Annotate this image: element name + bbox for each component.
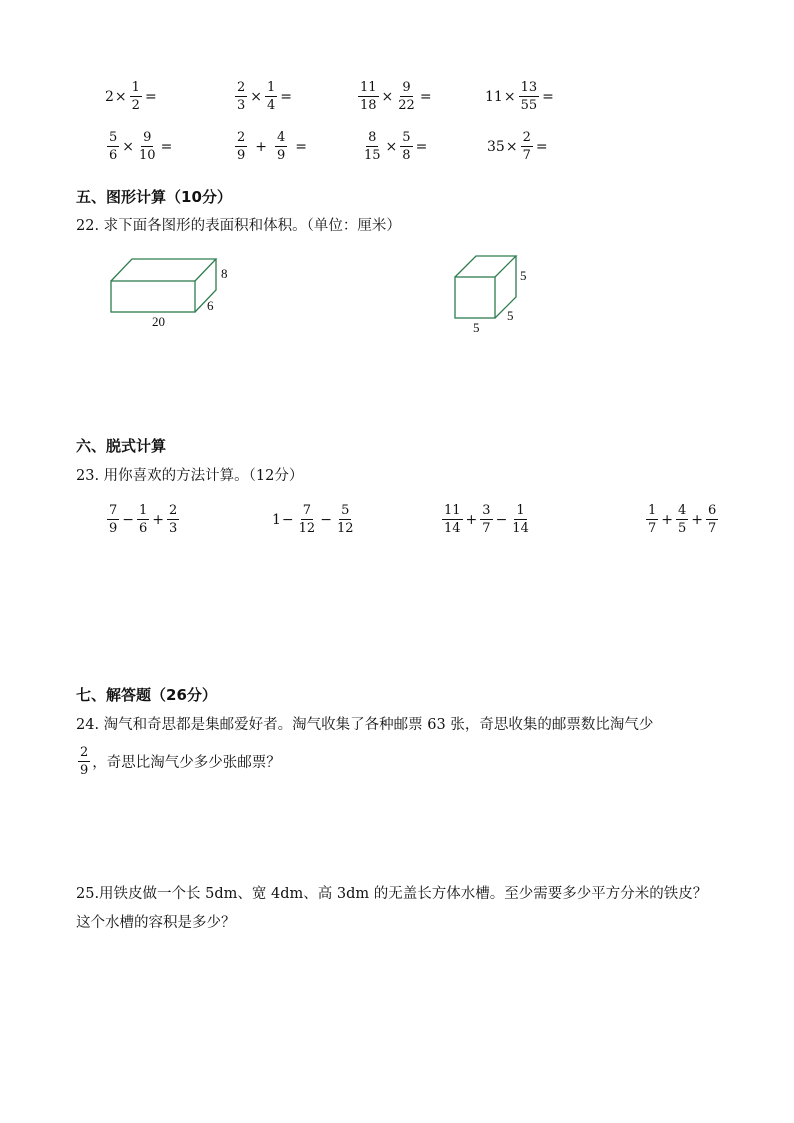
fraction: $\frac{7}{12}$: [298, 503, 316, 536]
expr-11-18-times-9-22: $\frac{11}{18}$ × $\frac{9}{22}$ =: [360, 80, 432, 113]
fraction: $\frac{9}{22}$: [398, 80, 415, 113]
fraction: $\frac{2}{3}$: [169, 503, 178, 536]
expr-2-times-half: 2 × $\frac{1}{2}$ =: [105, 80, 157, 113]
fraction: $\frac{7}{9}$: [109, 503, 118, 536]
fraction: $\frac{11}{14}$: [444, 503, 461, 536]
section-5-title: 五、图形计算（10分）: [76, 188, 232, 206]
question-23: 23. 用你喜欢的方法计算。（12分）: [76, 468, 304, 484]
question-22: 22. 求下面各图形的表面积和体积。（单位：厘米）: [76, 218, 401, 234]
fraction: $\frac{4}{9}$: [277, 130, 286, 163]
cube-edge-right-label: 5: [520, 268, 527, 283]
expr-2-3-times-1-4: $\frac{2}{3}$ × $\frac{1}{4}$ =: [237, 80, 293, 113]
fraction: $\frac{9}{10}$: [139, 130, 156, 163]
expr-11-times-13-55: 11 × $\frac{13}{55}$ =: [485, 80, 554, 113]
fraction: $\frac{5}{6}$: [109, 130, 118, 163]
question-24-line-2: $\frac{2}{9}$ ，奇思比淘气少多少张邮票？: [80, 745, 281, 778]
fraction: $\frac{1}{14}$: [512, 503, 529, 536]
calc-expression-3: $\frac{11}{14}$ + $\frac{3}{7}$ − $\frac{1}{14}$: [444, 503, 529, 536]
fraction: $\frac{3}{7}$: [482, 503, 491, 536]
fraction: $\frac{2}{3}$: [237, 80, 246, 113]
fraction: $\frac{8}{15}$: [364, 130, 381, 163]
cube-edge-bottom-label: 5: [473, 320, 480, 335]
fraction: $\frac{13}{55}$: [520, 80, 538, 113]
question-25-line-1: 25.用铁皮做一个长 5dm、宽 4dm、高 3dm 的无盖长方体水槽。至少需要多少平方分米的铁皮？: [76, 886, 708, 902]
fraction: $\frac{5}{8}$: [402, 130, 411, 163]
question-24-line-1: 24. 淘气和奇思都是集邮爱好者。淘气收集了各种邮票 63 张，奇思收集的邮票数比淘气少: [76, 717, 654, 733]
cuboid-height-label: 8: [221, 266, 228, 281]
fraction: $\frac{1}{2}$: [131, 80, 140, 113]
calc-expression-2: 1 − $\frac{7}{12}$ − $\frac{5}{12}$: [272, 503, 354, 536]
fraction: $\frac{2}{9}$: [80, 745, 89, 778]
calc-expression-1: $\frac{7}{9}$ − $\frac{1}{6}$ + $\frac{2}{3}$: [109, 503, 178, 536]
fraction: $\frac{4}{5}$: [678, 503, 687, 536]
section-6-title: 六、脱式计算: [76, 437, 167, 455]
expr-5-6-times-9-10: $\frac{5}{6}$ × $\frac{9}{10}$ =: [109, 130, 173, 163]
fraction: $\frac{1}{7}$: [648, 503, 657, 536]
expr-8-15-times-5-8: $\frac{8}{15}$ × $\frac{5}{8}$ =: [364, 130, 428, 163]
fraction: $\frac{6}{7}$: [708, 503, 717, 536]
cuboid-length-label: 20: [152, 314, 165, 329]
fraction: $\frac{1}{6}$: [139, 503, 148, 536]
expr-2-9-plus-4-9: $\frac{2}{9}$ + $\frac{4}{9}$ =: [237, 130, 308, 163]
expr-35-times-2-7: 35 × $\frac{2}{7}$ =: [487, 130, 548, 163]
section-7-title: 七、解答题（26分）: [76, 686, 217, 704]
fraction: $\frac{2}{7}$: [522, 130, 531, 163]
fraction: $\frac{5}{12}$: [336, 503, 354, 536]
cuboid-width-label: 6: [207, 298, 214, 313]
cube-edge-depth-label: 5: [507, 308, 514, 323]
fraction: $\frac{2}{9}$: [237, 130, 246, 163]
calc-expression-4: $\frac{1}{7}$ + $\frac{4}{5}$ + $\frac{6}{7}$: [648, 503, 717, 536]
fraction: $\frac{1}{4}$: [267, 80, 276, 113]
fraction: $\frac{11}{18}$: [360, 80, 377, 113]
question-25-line-2: 这个水槽的容积是多少？: [76, 915, 236, 931]
